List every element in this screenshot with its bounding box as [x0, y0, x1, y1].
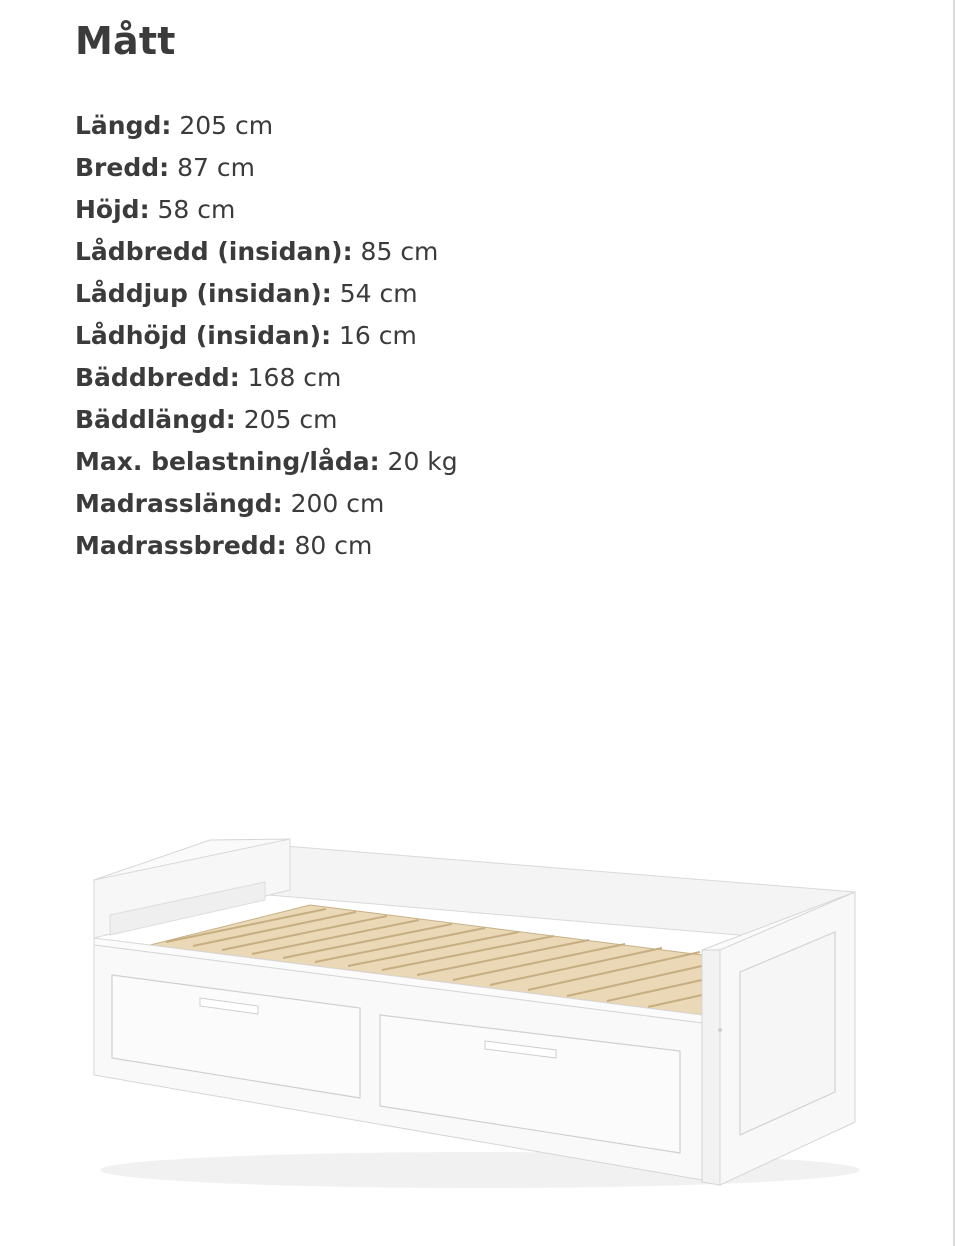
daybed-with-drawers-illustration	[80, 830, 870, 1200]
spec-list	[75, 105, 458, 567]
spec-value: 16 cm	[331, 321, 417, 350]
spec-label: Längd:	[75, 111, 172, 140]
dimensions-section	[75, 14, 895, 560]
spec-value: 58 cm	[149, 195, 236, 224]
page-right-edge	[953, 0, 955, 1246]
spec-value: 20 kg	[379, 447, 458, 476]
spec-label: Höjd:	[75, 195, 150, 224]
spec-label: Lådhöjd (insidan):	[75, 321, 332, 350]
spec-value: 168 cm	[239, 363, 342, 392]
spec-value: 87 cm	[169, 153, 255, 182]
spec-label: Låddjup (insidan):	[75, 279, 332, 308]
spec-row-drawer-width	[75, 231, 458, 273]
spec-value: 205 cm	[171, 111, 274, 140]
spec-row-height	[75, 189, 458, 231]
spec-value: 54 cm	[331, 279, 418, 308]
spec-value: 80 cm	[286, 531, 373, 560]
spec-label: Max. belastning/låda:	[75, 447, 380, 476]
spec-row-bed-length	[75, 399, 458, 441]
spec-row-length	[75, 105, 458, 147]
spec-row-drawer-depth	[75, 273, 458, 315]
spec-value: 205 cm	[235, 405, 338, 434]
spec-row-drawer-height	[75, 315, 458, 357]
spec-row-width	[75, 147, 458, 189]
spec-label: Lådbredd (insidan):	[75, 237, 353, 266]
spec-label: Madrassbredd:	[75, 531, 287, 560]
spec-row-max-load	[75, 441, 458, 483]
spec-row-mattress-length	[75, 483, 458, 525]
spec-label: Madrasslängd:	[75, 489, 283, 518]
spec-row-mattress-width	[75, 525, 458, 567]
spec-value: 200 cm	[282, 489, 385, 518]
spec-row-bed-width	[75, 357, 458, 399]
spec-label: Bäddlängd:	[75, 405, 236, 434]
spec-value: 85 cm	[352, 237, 439, 266]
spec-label: Bredd:	[75, 153, 170, 182]
spec-label: Bäddbredd:	[75, 363, 240, 392]
section-title: Mått	[75, 19, 176, 63]
